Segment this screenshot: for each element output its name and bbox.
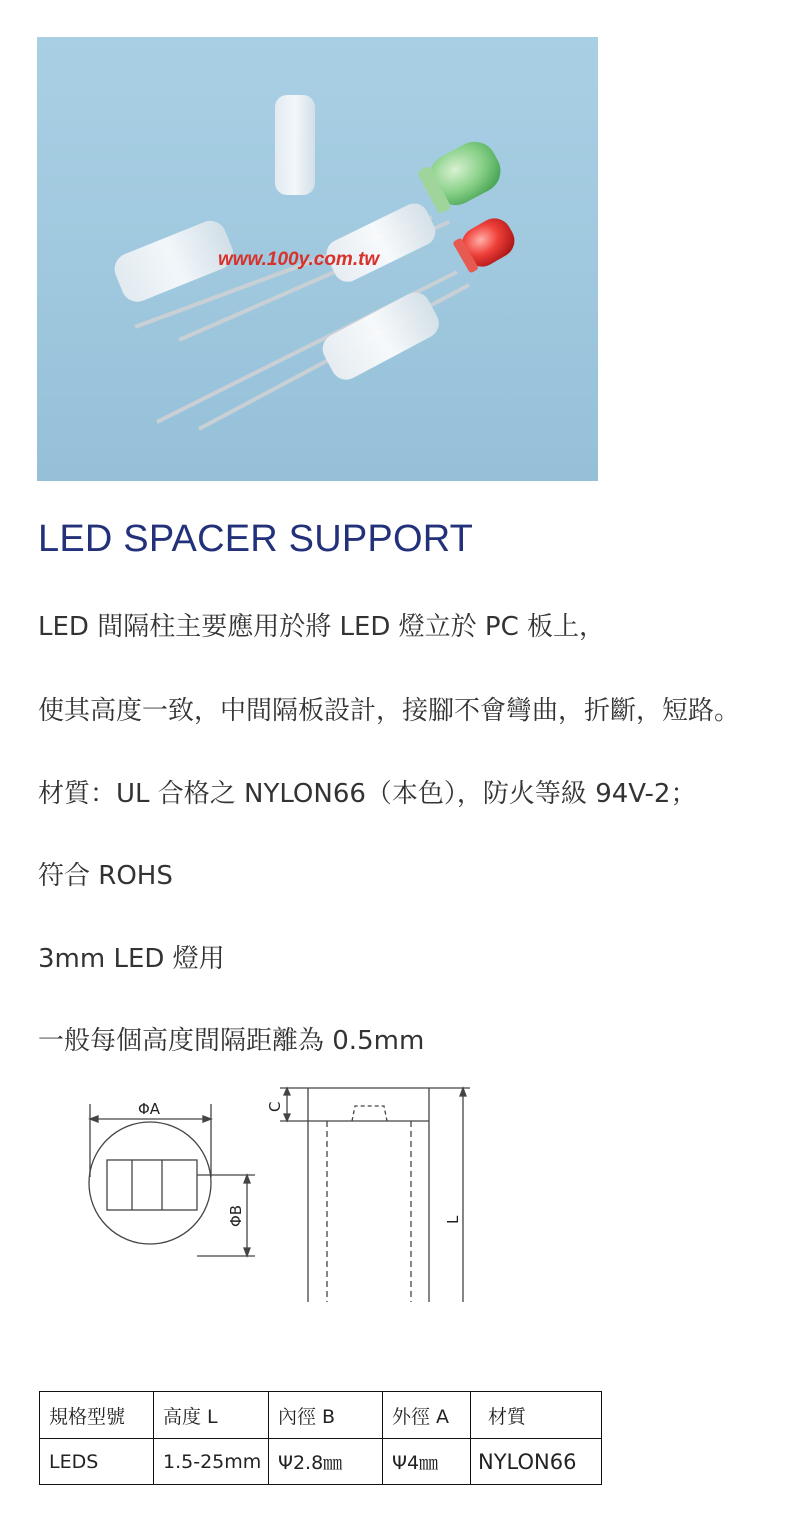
table-row — [40, 1439, 602, 1485]
table-header-row — [40, 1392, 602, 1439]
label-l: L — [444, 1215, 462, 1224]
cell-inner-diameter: Ψ2.8㎜ — [269, 1439, 383, 1485]
cell-material: NYLON66 — [471, 1439, 602, 1485]
material-line: 材質：UL 合格之 NYLON66（本色），防火等級 94V-2； — [38, 779, 697, 809]
cell-outer-diameter: Ψ4㎜ — [383, 1439, 471, 1485]
header-material: 材質 — [471, 1392, 602, 1439]
label-phi-b: ΦB — [227, 1204, 245, 1227]
header-inner-diameter: 內徑 B — [269, 1392, 383, 1439]
product-photo — [37, 37, 598, 481]
spec-table — [39, 1391, 602, 1485]
description-line-2: 使其高度一致，中間隔板設計，接腳不會彎曲，折斷，短路。 — [38, 696, 741, 726]
label-phi-a: ΦA — [138, 1100, 161, 1118]
height-interval-line: 一般每個高度間隔距離為 0.5mm — [38, 1026, 425, 1056]
rohs-line: 符合 ROHS — [38, 861, 173, 891]
led-size-line: 3mm LED 燈用 — [38, 944, 225, 974]
led-spacer-photo-illustration — [37, 37, 598, 481]
cell-height: 1.5-25mm — [154, 1439, 269, 1485]
cell-model: LEDS — [40, 1439, 154, 1485]
description-line-1: LED 間隔柱主要應用於將 LED 燈立於 PC 板上， — [38, 612, 606, 642]
header-model: 規格型號 — [40, 1392, 154, 1439]
header-height: 高度 L — [154, 1392, 269, 1439]
watermark-text: www.100y.com.tw — [218, 249, 380, 270]
dimension-diagram — [80, 1082, 490, 1312]
inner-bore-rect — [107, 1160, 197, 1210]
page-title: LED SPACER SUPPORT — [38, 518, 474, 560]
header-outer-diameter: 外徑 A — [383, 1392, 471, 1439]
label-c: C — [266, 1101, 284, 1112]
